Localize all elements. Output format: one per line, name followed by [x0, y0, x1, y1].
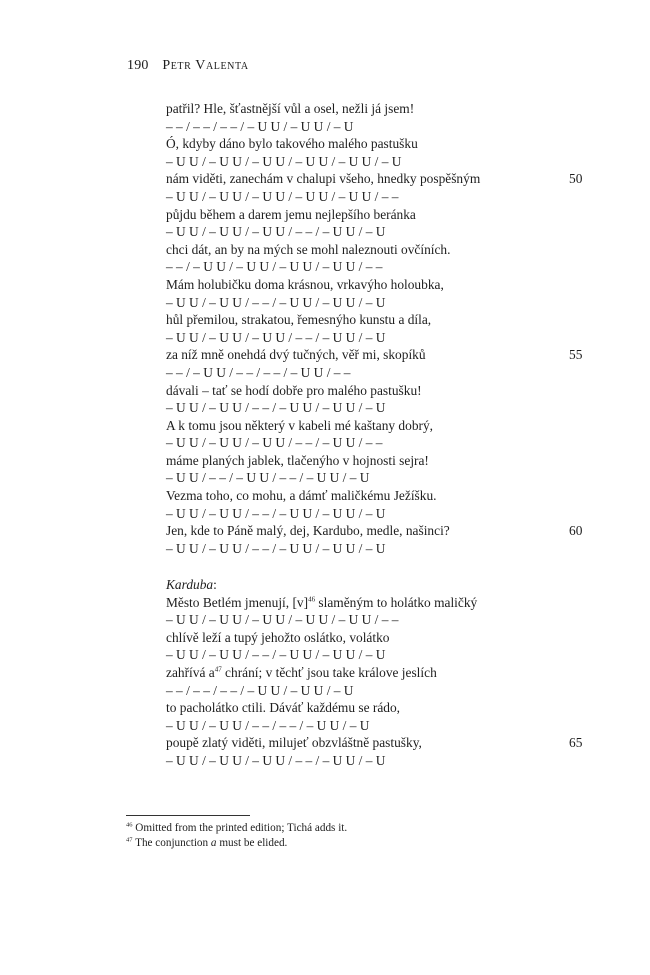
- scansion-line: – U U / – U U / – – / – U U / – U U / – U: [166, 647, 386, 663]
- verse-text: slaměným to holátko maličký: [315, 594, 478, 610]
- running-head-author: Petr Valenta: [162, 58, 249, 73]
- scansion-line: [166, 294, 586, 312]
- scansion-line: [166, 469, 586, 487]
- footnote-rule: [126, 815, 250, 816]
- footnotes: [126, 821, 546, 851]
- line-text: Jen, kde to Páně malý, dej, Kardubo, medle, našinci?: [166, 523, 450, 539]
- scansion-line: [166, 329, 586, 347]
- scansion-line: [166, 153, 586, 171]
- verse-line: to pacholátko ctili. Dáváť každému se rádo,: [166, 700, 401, 716]
- line-text: – U U / – U U / – U U / – – / – U U / – U: [166, 329, 386, 345]
- line-text: A k tomu jsou některý v kabeli mé kaštany dobrý,: [166, 417, 434, 433]
- footnote-number: 46: [126, 821, 133, 829]
- verse-text: poupě zlatý viděti, milujeť obzvláštně pastušky,: [166, 735, 422, 751]
- line-text: za níž mně onehdá dvý tučných, věř mi, skopíků: [166, 347, 426, 363]
- line-text: – – / – – / – – / – U U / – U U / – U: [166, 118, 354, 134]
- line-number: 60: [569, 523, 583, 539]
- line-number: 65: [569, 735, 583, 751]
- verse-line: [166, 206, 586, 224]
- line-number: 55: [569, 347, 583, 363]
- line-text: hůl přemilou, strakatou, řemesnýho kunstu a díla,: [166, 312, 432, 328]
- line-text: – U U / – U U / – – / – U U / – U U / – U: [166, 400, 386, 416]
- verse-line: chlívě leží a tupý jehožto oslátko, volátko: [166, 629, 390, 645]
- scansion-line: [166, 258, 586, 276]
- line-text: máme planých jablek, tlačenýho v hojnosti sejra!: [166, 452, 429, 468]
- line-text: – U U / – U U / – – / – U U / – U U / – U: [166, 505, 386, 521]
- verse-text: chrání; v těchť jsou take králove jeslích: [221, 664, 437, 680]
- line-text: – U U / – U U / – U U / – U U / – U U / – U: [166, 153, 402, 169]
- verse-line: [166, 135, 586, 153]
- verse-line: [166, 170, 586, 188]
- scansion-line: [166, 364, 586, 382]
- verse-line: [166, 241, 586, 259]
- footnote-number: 47: [126, 836, 133, 844]
- scansion-line: [166, 505, 586, 523]
- scansion-line: [166, 434, 586, 452]
- verse-block-2: [166, 576, 586, 770]
- scansion-line: – U U / – U U / – U U / – – / – U U / – U: [166, 752, 386, 768]
- line-text: – U U / – U U / – – / – U U / – U U / – U: [166, 540, 386, 556]
- footnote-ref-47[interactable]: 47: [214, 665, 222, 674]
- verse-line: [166, 276, 586, 294]
- verse-line: [166, 664, 586, 682]
- speaker-label: [166, 576, 586, 594]
- verse-line: [166, 311, 586, 329]
- footnote-ref-46[interactable]: 46: [308, 595, 316, 604]
- speaker-colon: :: [213, 577, 217, 592]
- line-text: – – / – U U / – U U / – U U / – U U / – –: [166, 259, 383, 275]
- verse-line: [166, 734, 586, 752]
- footnote-text: Omitted from the printed edition; Tichá adds it.: [135, 822, 348, 834]
- verse-line: [166, 594, 586, 612]
- verse-line: [166, 382, 586, 400]
- running-head: [127, 58, 249, 74]
- verse-line: [166, 417, 586, 435]
- verse-line: [166, 100, 586, 118]
- scansion-line: – – / – – / – – / – U U / – U U / – U: [166, 682, 354, 698]
- speaker-name: Karduba: [166, 577, 214, 592]
- footnote-italic-word: a: [210, 837, 217, 849]
- verse-block-1: [166, 100, 586, 557]
- scansion-line: [166, 399, 586, 417]
- line-text: nám viděti, zanechám v chalupi všeho, hnedky pospěšným: [166, 171, 481, 187]
- scansion-line: [166, 223, 586, 241]
- verse-line: [166, 487, 586, 505]
- scansion-line: [166, 540, 586, 558]
- line-text: – U U / – U U / – U U / – U U / – U U / – –: [166, 188, 399, 204]
- line-text: – U U / – – / – U U / – – / – U U / – U: [166, 470, 370, 486]
- line-number: 50: [569, 171, 583, 187]
- line-text: – – / – U U / – – / – – / – U U / – –: [166, 364, 351, 380]
- scansion-line: – U U / – U U / – U U / – U U / – U U / – –: [166, 612, 399, 628]
- line-text: – U U / – U U / – – / – U U / – U U / – U: [166, 294, 386, 310]
- line-text: Ó, kdyby dáno bylo takového malého pastušku: [166, 136, 418, 152]
- verse-text: Město Betlém jmenují, [v]: [166, 594, 309, 610]
- line-text: dávali – tať se hodí dobře pro malého pastušku!: [166, 382, 422, 398]
- footnote-text: must be elided.: [216, 837, 288, 849]
- line-text: chci dát, an by na mých se mohl naleznouti ovčíních.: [166, 241, 451, 257]
- footnote-46: [126, 821, 546, 836]
- verse-line: [166, 522, 586, 540]
- verse-text: zahřívá a: [166, 664, 215, 680]
- page-number: 190: [127, 58, 149, 73]
- scansion-line: [166, 118, 586, 136]
- line-text: půjdu během a darem jemu nejlepšího beránka: [166, 206, 416, 222]
- scansion-line: – U U / – U U / – – / – – / – U U / – U: [166, 717, 370, 733]
- line-text: – U U / – U U / – U U / – – / – U U / – U: [166, 224, 386, 240]
- scansion-line: [166, 188, 586, 206]
- line-text: patřil? Hle, šťastnější vůl a osel, nežli já jsem!: [166, 101, 415, 116]
- verse-line: [166, 346, 586, 364]
- verse-line: [166, 452, 586, 470]
- line-text: – U U / – U U / – U U / – – / – U U / – –: [166, 435, 383, 451]
- line-text: Mám holubičku doma krásnou, vrkavýho holoubka,: [166, 276, 444, 292]
- line-text: Vezma toho, co mohu, a dámť maličkému Ježíšku.: [166, 488, 437, 504]
- footnote-47: [126, 836, 546, 851]
- footnote-text: The conjunction: [135, 837, 211, 849]
